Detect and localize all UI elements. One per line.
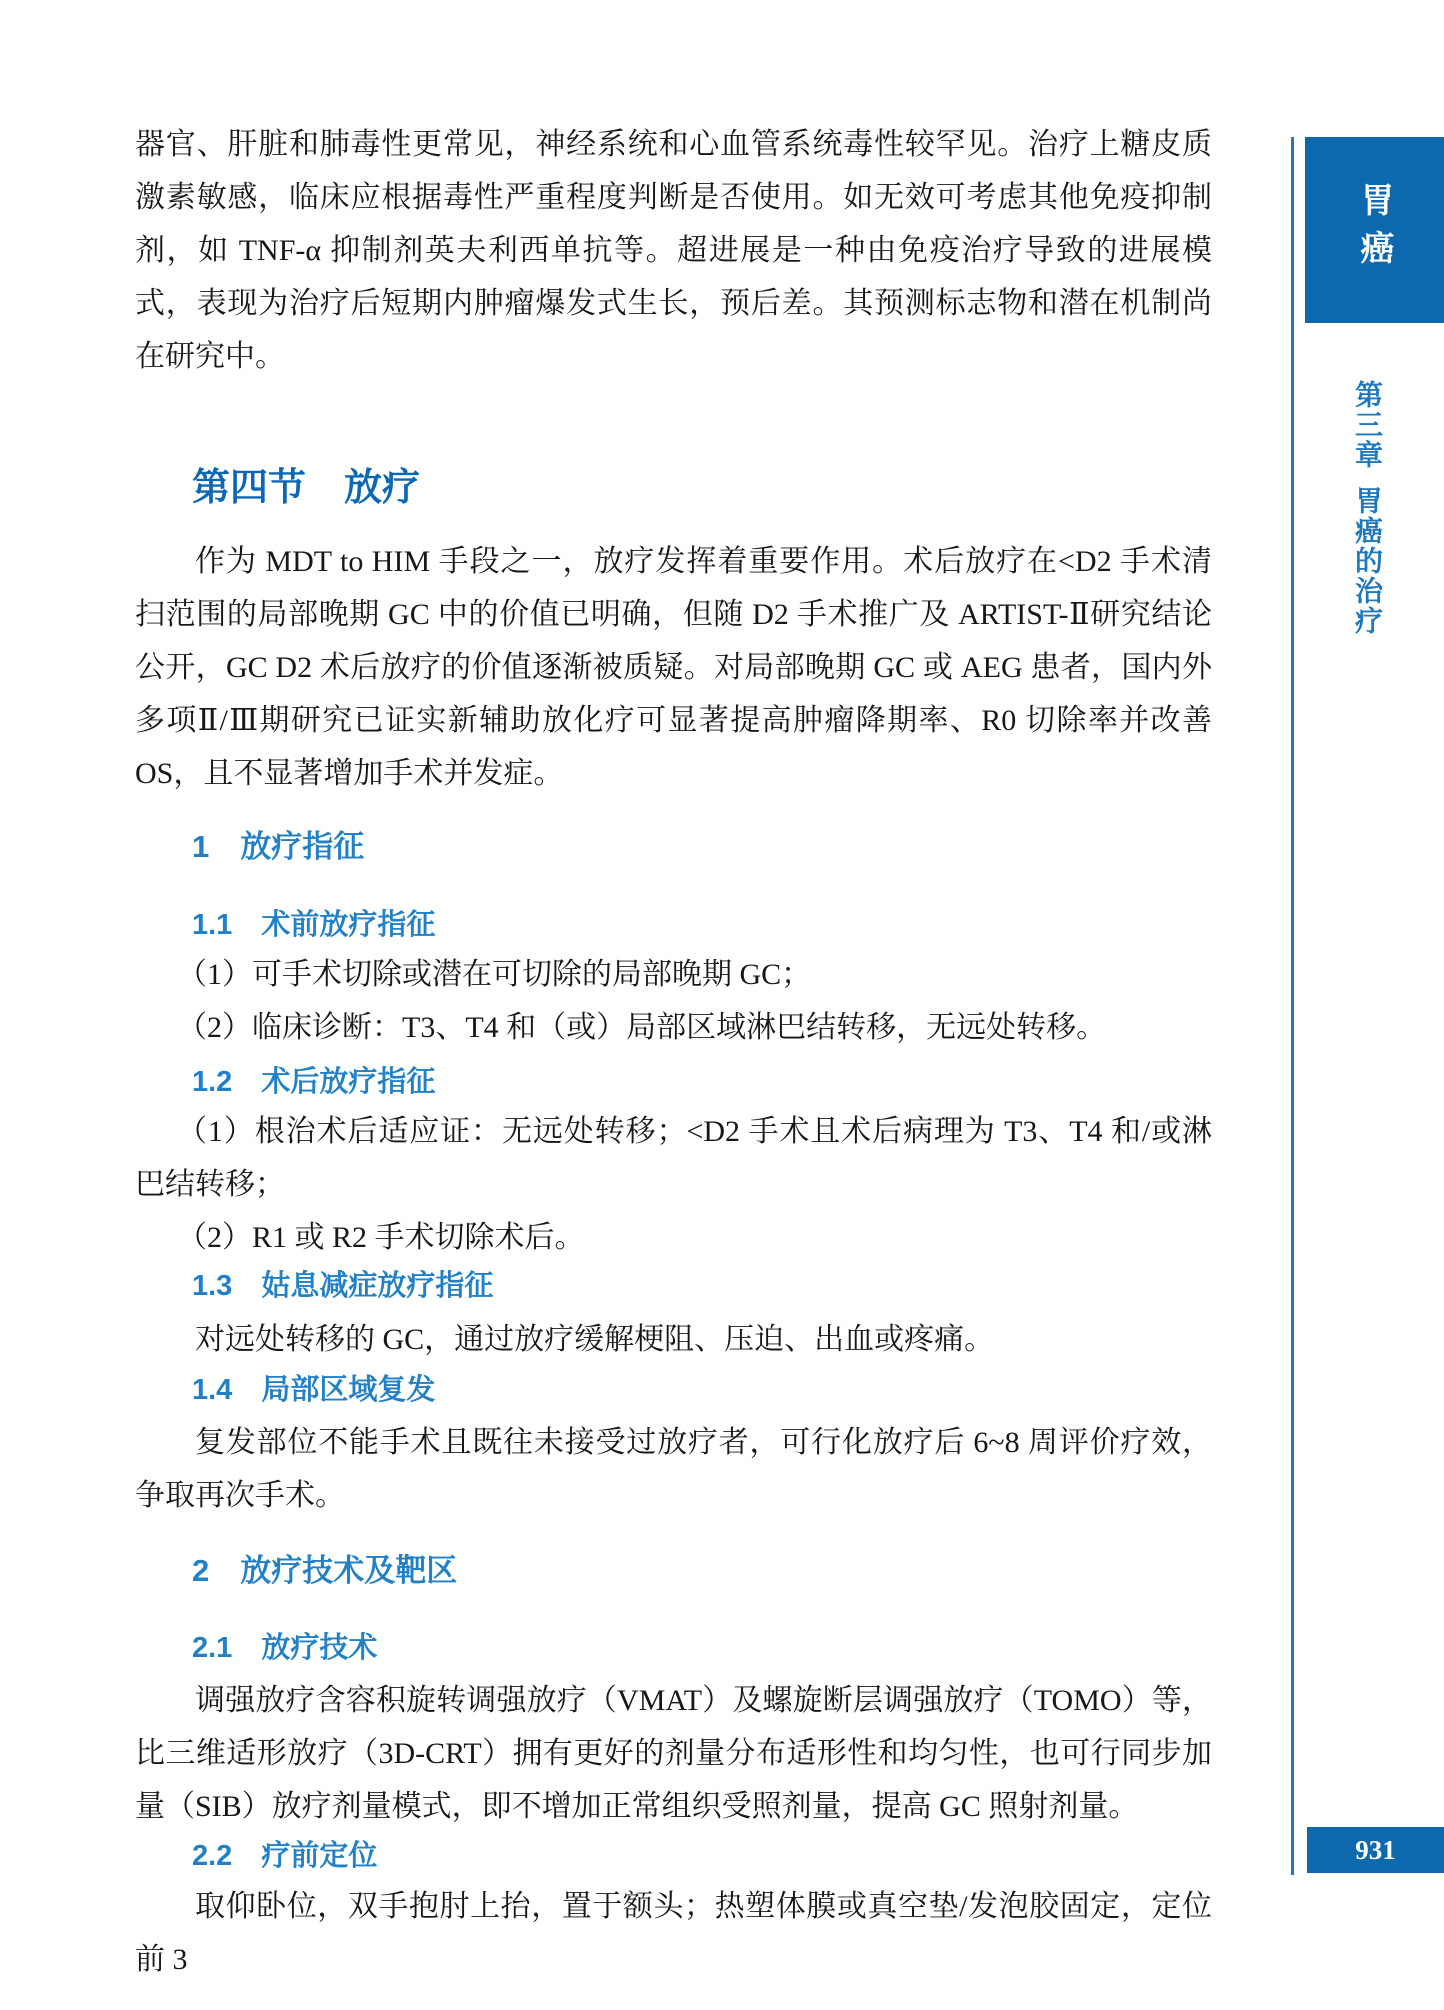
paragraph: 对远处转移的 GC，通过放疗缓解梗阻、压迫、出血或疼痛。 xyxy=(195,1323,995,1356)
intro-paragraph: 作为 MDT to HIM 手段之一，放疗发挥着重要作用。术后放疗在<D2 手术清扫范围的局部晚期 GC 中的价值已明确，但随 D2 手术推广及 ARTIST-Ⅱ研究结论公开，GC D2 术后放疗的价值逐渐被质疑。对局部晚期 GC 或 AEG 患者，国内外多项Ⅱ/Ⅲ期研究已证实新辅助放化疗可显著提高肿瘤降期率、R0 切除率并改善 OS，且不显著增加手术并发症。 xyxy=(135,545,1212,790)
page-number: 931 xyxy=(1355,1834,1396,1865)
paragraph: 复发部位不能手术且既往未接受过放疗者，可行化放疗后 6~8 周评价疗效，争取再次手术。 xyxy=(135,1426,1212,1512)
heading-1-radiotherapy-indications: 1 放疗指征 xyxy=(192,829,365,864)
list-item: （1）根治术后适应证：无远处转移；<D2 手术且术后病理为 T3、T4 和/或淋巴结转移； xyxy=(135,1115,1212,1201)
page-number-badge xyxy=(1307,1827,1444,1873)
heading-1-2-postop-indications: 1.2 术后放疗指征 xyxy=(192,1066,436,1098)
chapter-vertical-title xyxy=(1347,380,1387,800)
list-item: （2）临床诊断：T3、T4 和（或）局部区域淋巴结转移，无远处转移。 xyxy=(177,1011,1107,1044)
chapter-title: 胃癌的治疗 xyxy=(1352,486,1383,636)
main-text-column xyxy=(135,118,1212,1986)
list-item: （2）R1 或 R2 手术切除术后。 xyxy=(177,1221,585,1254)
continued-paragraph: 器官、肝脏和肺毒性更常见，神经系统和心血管系统毒性较罕见。治疗上糖皮质激素敏感，临床应根据毒性严重程度判断是否使用。如无效可考虑其他免疫抑制剂，如 TNF-α 抑制剂英夫利西单抗等。超进展是一种由免疫治疗导致的进展模式，表现为治疗后短期内肿瘤爆发式生长，预后差。其预测标志物和潜在机制尚在研究中。 xyxy=(135,128,1212,373)
sidebar-vertical-rule xyxy=(1291,137,1294,1875)
heading-2-2-pretreatment-positioning: 2.2 疗前定位 xyxy=(192,1840,378,1872)
heading-2-technique-and-target: 2 放疗技术及靶区 xyxy=(192,1553,458,1588)
chapter-tab-label: 胃癌 xyxy=(1355,182,1393,278)
chapter-number: 第三章 xyxy=(1352,380,1383,470)
paragraph: 调强放疗含容积旋转调强放疗（VMAT）及螺旋断层调强放疗（TOMO）等，比三维适形放疗（3D-CRT）拥有更好的剂量分布适形性和均匀性，也可行同步加量（SIB）放疗剂量模式，即不增加正常组织受照剂量，提高 GC 照射剂量。 xyxy=(135,1684,1212,1823)
chapter-tab xyxy=(1305,137,1444,323)
heading-1-1-preop-indications: 1.1 术前放疗指征 xyxy=(192,909,436,941)
section-heading: 第四节 放疗 xyxy=(192,467,421,509)
paragraph: 取仰卧位，双手抱肘上抬，置于额头；热塑体膜或真空垫/发泡胶固定，定位前 3 xyxy=(135,1890,1212,1976)
list-item: （1）可手术切除或潜在可切除的局部晚期 GC； xyxy=(177,958,812,991)
heading-1-3-palliative-indications: 1.3 姑息减症放疗指征 xyxy=(192,1270,494,1302)
heading-2-1-technique: 2.1 放疗技术 xyxy=(192,1632,378,1664)
heading-1-4-locoregional-recurrence: 1.4 局部区域复发 xyxy=(192,1374,436,1406)
